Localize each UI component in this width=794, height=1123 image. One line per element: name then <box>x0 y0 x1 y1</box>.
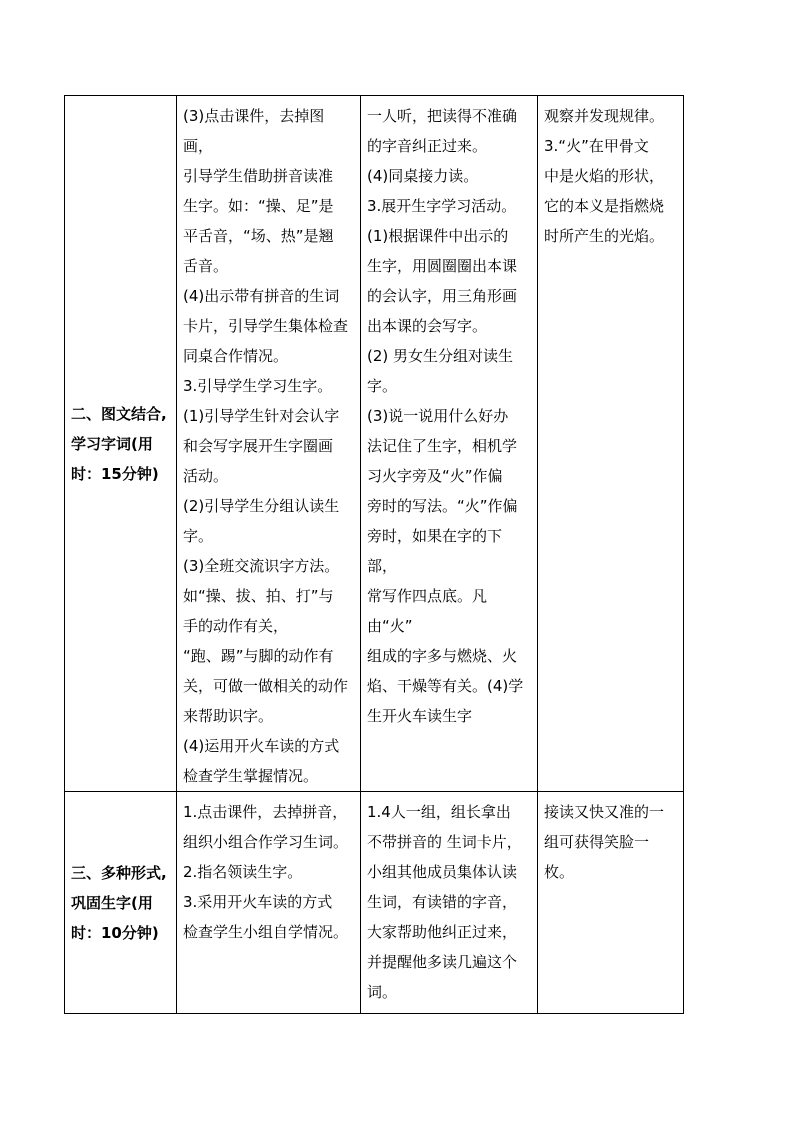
cell-text-line: (2)引导学生分组认读生 <box>183 497 340 515</box>
cell-text-line: 生开火车读生字 <box>367 707 473 725</box>
cell-text-line: 接读又快又准的一 <box>544 803 665 821</box>
cell-text-line: 平舌音，“场、热”是翘 <box>183 227 334 245</box>
cell-text-line: 巩固生字(用 <box>71 893 153 912</box>
cell-text-line: 出本课的会写字。 <box>367 317 488 335</box>
cell-text-line: 它的本义是指燃烧 <box>544 197 665 215</box>
cell-text-line: 手的动作有关， <box>183 617 289 635</box>
cell-text-line: 活动。 <box>183 467 229 485</box>
cell-text-line: 1.4人一组，组长拿出 <box>367 803 511 821</box>
student-activity-cell <box>361 96 538 792</box>
cell-text-line: 的会认字，用三角形画 <box>367 287 518 305</box>
cell-text-line: (3)点击课件，去掉图画， <box>183 107 325 155</box>
cell-text-line: 习火字旁及“火”作偏 <box>367 467 503 485</box>
cell-text-line: 3.采用开火车读的方式 <box>183 893 333 911</box>
cell-text-line: 引导学生借助拼音读准 <box>183 167 334 185</box>
cell-text-line: 来帮助识字。 <box>183 707 274 725</box>
cell-text-line: 3.“火”在甲骨文 <box>544 137 649 155</box>
lesson-plan-body <box>65 96 684 1014</box>
student-activity-cell <box>361 792 538 1014</box>
teacher-activity-cell <box>177 792 361 1014</box>
cell-text-line: 字。 <box>367 377 398 395</box>
cell-text-line: 观察并发现规律。 <box>544 107 665 125</box>
cell-text-line: 二、图文结合, <box>71 404 167 423</box>
cell-text-line: 3.引导学生学习生字。 <box>183 377 333 395</box>
cell-text-line: 卡片，引导学生集体检查 <box>183 317 349 335</box>
cell-text-line: 时：15分钟) <box>71 464 159 483</box>
cell-text-line: (1)引导学生针对会认字 <box>183 407 340 425</box>
cell-text-line: 字。 <box>183 527 214 545</box>
cell-text-line: 焰、干燥等有关。(4)学 <box>367 677 524 695</box>
table-row-stage-2 <box>65 96 684 792</box>
cell-text-line: 组可获得笑脸一枚。 <box>544 833 650 881</box>
cell-text-line: 关，可做一做相关的动作 <box>183 677 349 695</box>
table-row-stage-3 <box>65 792 684 1014</box>
cell-text-line: 常写作四点底。凡由“火” <box>367 587 488 635</box>
cell-text-line: 组成的字多与燃烧、火 <box>367 647 518 665</box>
cell-text-line: (1)根据课件中出示的 <box>367 227 509 245</box>
cell-text-line: 和会写字展开生字圈画 <box>183 437 334 455</box>
cell-text-line: 法记住了生字，相机学 <box>367 437 518 455</box>
cell-text-line: 生字。如：“操、足”是 <box>183 197 334 215</box>
cell-text-line: 的字音纠正过来。 <box>367 137 488 155</box>
cell-text-line: 同桌合作情况。 <box>183 347 289 365</box>
cell-text-line: 时：10分钟) <box>71 923 159 942</box>
cell-text-line: 词。 <box>367 983 398 1001</box>
cell-text-line: 旁时的写法。“火”作偏 <box>367 497 518 515</box>
cell-text-line: “跑、踢”与脚的动作有 <box>183 647 334 665</box>
cell-text-line: 大家帮助他纠正过来， <box>367 923 518 941</box>
design-intent-cell <box>538 792 684 1014</box>
cell-text-line: (3)全班交流识字方法。 <box>183 557 340 575</box>
cell-text-line: 中是火焰的形状， <box>544 167 665 185</box>
cell-text-line: (3)说一说用什么好办 <box>367 407 509 425</box>
cell-text-line: 时所产生的光焰。 <box>544 227 665 245</box>
stage-cell <box>65 792 177 1014</box>
cell-text-line: 三、多种形式, <box>71 863 167 882</box>
cell-text-line: 1.点击课件，去掉拼音， <box>183 803 348 821</box>
cell-text-line: 检查学生小组自学情况。 <box>183 923 349 941</box>
cell-text-line: 并提醒他多读几遍这个 <box>367 953 518 971</box>
cell-text-line: 小组其他成员集体认读 <box>367 863 518 881</box>
design-intent-cell <box>538 96 684 792</box>
cell-text-line: 如“操、拔、拍、打”与 <box>183 587 334 605</box>
cell-text-line: 舌音。 <box>183 257 229 275</box>
cell-text-line: (4)出示带有拼音的生词 <box>183 287 340 305</box>
cell-text-line: 不带拼音的 生词卡片， <box>367 833 522 851</box>
cell-text-line: 生字，用圆圈圈出本课 <box>367 257 518 275</box>
teacher-activity-cell <box>177 96 361 792</box>
cell-text-line: (2) 男女生分组对读生 <box>367 347 514 365</box>
stage-cell <box>65 96 177 792</box>
cell-text-line: 一人听，把读得不准确 <box>367 107 518 125</box>
cell-text-line: 2.指名领读生字。 <box>183 863 303 881</box>
cell-text-line: 学习字词(用 <box>71 434 153 453</box>
cell-text-line: 3.展开生字学习活动。 <box>367 197 517 215</box>
cell-text-line: 生词，有读错的字音， <box>367 893 518 911</box>
cell-text-line: (4)同桌接力读。 <box>367 167 479 185</box>
cell-text-line: 检查学生掌握情况。 <box>183 767 319 785</box>
cell-text-line: (4)运用开火车读的方式 <box>183 737 340 755</box>
cell-text-line: 组织小组合作学习生词。 <box>183 833 349 851</box>
lesson-plan-table <box>64 95 684 1014</box>
cell-text-line: 旁时，如果在字的下部， <box>367 527 503 575</box>
